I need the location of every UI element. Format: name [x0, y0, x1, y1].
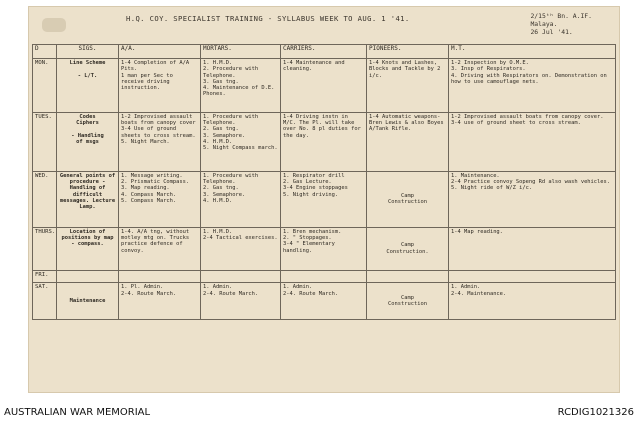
mt-cell: 1. Admin. 2-4. Maintenance.: [449, 283, 616, 320]
table-row: [33, 112, 616, 171]
day-cell: MON.: [33, 59, 57, 113]
mortars-cell: 1. Admin. 2-4. Route March.: [201, 283, 281, 320]
mortars-cell: 1. H.M.D. 2. Procedure with Telephone. 3. Gas tng. 4. Maintenance of D.E. Phones.: [201, 59, 281, 113]
mortars-cell: 1. Procedure with Telephone. 2. Gas tng. 3. Semaphore. 4. H.M.D.: [201, 171, 281, 227]
pioneers-cell: Camp Construction.: [367, 227, 449, 270]
mortars-cell: 1. H.M.D. 2-4 Tactical exercises.: [201, 227, 281, 270]
carriers-cell: 1. Bren mechanism. 2. " Stoppages. 3-4 " Elementary handling.: [281, 227, 367, 270]
document-sheet: [28, 6, 620, 393]
column-header: MORTARS.: [201, 45, 281, 59]
pioneers-cell: 1-4 Automatic weapons-Bren Lewis & also Boyes A/Tank Rifle.: [367, 112, 449, 171]
aa-cell: 1-2 Improvised assault boats from canopy cover 3-4 Use of ground sheets to cross stream. 5. Night March.: [119, 112, 201, 171]
column-header: PIONEERS.: [367, 45, 449, 59]
day-cell: THURS.: [33, 227, 57, 270]
paper-fold-mark: [42, 18, 66, 32]
day-cell: WED.: [33, 171, 57, 227]
signals-cell: Location of positions by map - compass.: [57, 227, 119, 270]
carriers-cell: 1-4 Driving instn in M/C. The Pl. will take over No. 8 pl duties for the day.: [281, 112, 367, 171]
column-header: A/A.: [119, 45, 201, 59]
mt-cell: 1. Maintenance. 2-4 Practice convoy Sopeng Rd also wash vehicles. 5. Night ride of W/Z i/c.: [449, 171, 616, 227]
column-header: M.T.: [449, 45, 616, 59]
carriers-cell: 1-4 Maintenance and cleaning.: [281, 59, 367, 113]
pioneers-cell: Camp Construction: [367, 283, 449, 320]
day-cell: SAT.: [33, 283, 57, 320]
aa-cell: 1-4. A/A tng, without motley mtg on. Trucks practice defence of convoy.: [119, 227, 201, 270]
mt-cell: 1-2 Inspection by O.M.E. 3. Insp of Respirators. 4. Driving with Respirators on. Demonstration on how to use camouflage nets.: [449, 59, 616, 113]
carriers-cell: [281, 270, 367, 283]
archive-credit: AUSTRALIAN WAR MEMORIAL: [4, 407, 151, 418]
pioneers-cell: [367, 270, 449, 283]
signals-cell: General points of procedure - Handling of difficult messages. Lecture Lamp.: [57, 171, 119, 227]
column-header: SIGS.: [57, 45, 119, 59]
unit-line: 26 Jul '41.: [530, 28, 573, 36]
archive-id: RCDIG1021326: [557, 407, 634, 418]
aa-cell: 1. Message writing. 2. Prismatic Compass. 3. Map reading. 4. Compass March. 5. Compass March.: [119, 171, 201, 227]
day-cell: FRI.: [33, 270, 57, 283]
table-row: [33, 171, 616, 227]
mt-cell: [449, 270, 616, 283]
pioneers-cell: 1-4 Knots and Lashes, Blocks and Tackle by 2 i/c.: [367, 59, 449, 113]
carriers-cell: 1. Respirator drill 2. Gas Lecture. 3-4 Engine stoppages 5. Night driving.: [281, 171, 367, 227]
pioneers-cell: Camp Construction: [367, 171, 449, 227]
carriers-cell: 1. Admin. 2-4. Route March.: [281, 283, 367, 320]
mt-cell: 1-4 Map reading.: [449, 227, 616, 270]
table-row: [33, 59, 616, 113]
table-header-row: [33, 45, 616, 59]
aa-cell: 1-4 Completion of A/A Pits. 1 man per Sec to receive driving instruction.: [119, 59, 201, 113]
signals-cell: [57, 270, 119, 283]
table-row: [33, 227, 616, 270]
table-row: [33, 283, 616, 320]
unit-line: 2/15ᵗʰ Bn. A.IF.: [530, 12, 592, 20]
mt-cell: 1-2 Improvised assault boats from canopy cover. 3-4 use of ground sheet to cross stream.: [449, 112, 616, 171]
column-header: CARRIERS.: [281, 45, 367, 59]
table-row: [33, 270, 616, 283]
mortars-cell: 1. Procedure with Telephone. 2. Gas tng. 3. Semaphore. 4. H.M.D. 5. Night Compass march.: [201, 112, 281, 171]
syllabus-table: [32, 44, 616, 320]
unit-stamp: [530, 12, 592, 36]
signals-cell: Codes Ciphers - Handling of msgs: [57, 112, 119, 171]
unit-line: Malaya.: [530, 20, 558, 28]
day-cell: TUES.: [33, 112, 57, 171]
signals-cell: Maintenance: [57, 283, 119, 320]
column-header: D: [33, 45, 57, 59]
mortars-cell: [201, 270, 281, 283]
aa-cell: [119, 270, 201, 283]
signals-cell: Line Scheme - L/T.: [57, 59, 119, 113]
document-title: H.Q. COY. SPECIALIST TRAINING - SYLLABUS WEEK TO AUG. 1 '41.: [126, 14, 410, 23]
aa-cell: 1. Pl. Admin. 2-4. Route March.: [119, 283, 201, 320]
